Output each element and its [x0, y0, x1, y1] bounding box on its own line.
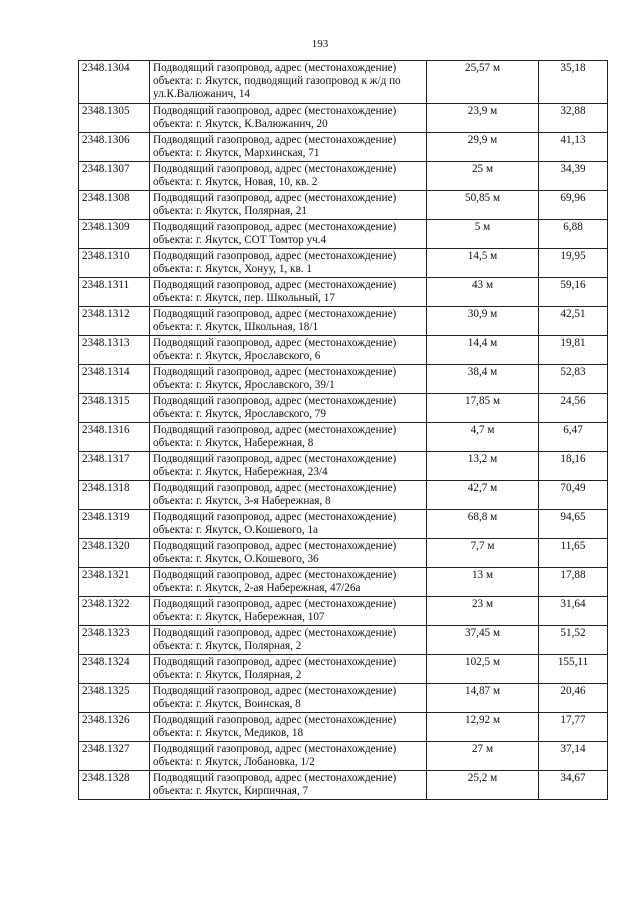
cell-length: 14,5 м [427, 249, 539, 278]
cell-name: Подводящий газопровод, адрес (местонахождение) объекта: г. Якутск, СОТ Томтор уч.4 [150, 220, 427, 249]
cell-name: Подводящий газопровод, адрес (местонахождение) объекта: г. Якутск, 2-ая Набережная, 47/26а [150, 568, 427, 597]
cell-id: 2348.1308 [79, 191, 150, 220]
cell-length: 38,4 м [427, 365, 539, 394]
cell-value: 94,65 [539, 510, 608, 539]
cell-length: 50,85 м [427, 191, 539, 220]
cell-length: 42,7 м [427, 481, 539, 510]
table-row [79, 568, 608, 597]
cell-value: 17,77 [539, 713, 608, 742]
cell-name: Подводящий газопровод, адрес (местонахождение) объекта: г. Якутск, Полярная, 21 [150, 191, 427, 220]
cell-value: 37,14 [539, 742, 608, 771]
cell-length: 23 м [427, 597, 539, 626]
cell-value: 34,39 [539, 162, 608, 191]
cell-id: 2348.1319 [79, 510, 150, 539]
cell-id: 2348.1325 [79, 684, 150, 713]
cell-name: Подводящий газопровод, адрес (местонахождение) объекта: г. Якутск, О.Кошевого, 1а [150, 510, 427, 539]
cell-length: 5 м [427, 220, 539, 249]
cell-id: 2348.1323 [79, 626, 150, 655]
cell-name: Подводящий газопровод, адрес (местонахождение) объекта: г. Якутск, О.Кошевого, 36 [150, 539, 427, 568]
table-row [79, 481, 608, 510]
cell-id: 2348.1317 [79, 452, 150, 481]
cell-id: 2348.1313 [79, 336, 150, 365]
cell-length: 14,4 м [427, 336, 539, 365]
table-row [79, 597, 608, 626]
cell-value: 59,16 [539, 278, 608, 307]
cell-value: 32,88 [539, 104, 608, 133]
cell-length: 37,45 м [427, 626, 539, 655]
table-row [79, 220, 608, 249]
cell-length: 68,8 м [427, 510, 539, 539]
table-row [79, 771, 608, 800]
cell-value: 6,47 [539, 423, 608, 452]
cell-length: 4,7 м [427, 423, 539, 452]
cell-name: Подводящий газопровод, адрес (местонахождение) объекта: г. Якутск, 3-я Набережная, 8 [150, 481, 427, 510]
cell-name: Подводящий газопровод, адрес (местонахождение) объекта: г. Якутск, Полярная, 2 [150, 655, 427, 684]
cell-id: 2348.1320 [79, 539, 150, 568]
cell-length: 14,87 м [427, 684, 539, 713]
table-row [79, 365, 608, 394]
table-row [79, 539, 608, 568]
cell-length: 25 м [427, 162, 539, 191]
cell-name: Подводящий газопровод, адрес (местонахождение) объекта: г. Якутск, Хонуу, 1, кв. 1 [150, 249, 427, 278]
cell-name: Подводящий газопровод, адрес (местонахождение) объекта: г. Якутск, Ярославского, 6 [150, 336, 427, 365]
cell-value: 20,46 [539, 684, 608, 713]
cell-id: 2348.1310 [79, 249, 150, 278]
cell-name: Подводящий газопровод, адрес (местонахождение) объекта: г. Якутск, Мархинская, 71 [150, 133, 427, 162]
cell-length: 102,5 м [427, 655, 539, 684]
table-row [79, 394, 608, 423]
cell-value: 6,88 [539, 220, 608, 249]
cell-value: 42,51 [539, 307, 608, 336]
cell-length: 17,85 м [427, 394, 539, 423]
cell-name: Подводящий газопровод, адрес (местонахождение) объекта: г. Якутск, Медиков, 18 [150, 713, 427, 742]
cell-length: 30,9 м [427, 307, 539, 336]
cell-id: 2348.1321 [79, 568, 150, 597]
cell-name: Подводящий газопровод, адрес (местонахождение) объекта: г. Якутск, Ярославского, 79 [150, 394, 427, 423]
table-row [79, 684, 608, 713]
cell-id: 2348.1305 [79, 104, 150, 133]
cell-name: Подводящий газопровод, адрес (местонахождение) объекта: г. Якутск, Набережная, 107 [150, 597, 427, 626]
cell-id: 2348.1311 [79, 278, 150, 307]
registry-table [78, 60, 608, 800]
cell-length: 43 м [427, 278, 539, 307]
table-row [79, 510, 608, 539]
cell-id: 2348.1322 [79, 597, 150, 626]
cell-value: 31,64 [539, 597, 608, 626]
cell-name: Подводящий газопровод, адрес (местонахождение) объекта: г. Якутск, Набережная, 23/4 [150, 452, 427, 481]
cell-length: 13 м [427, 568, 539, 597]
table-row [79, 452, 608, 481]
table-row [79, 655, 608, 684]
cell-name: Подводящий газопровод, адрес (местонахождение) объекта: г. Якутск, Полярная, 2 [150, 626, 427, 655]
table-row [79, 742, 608, 771]
cell-id: 2348.1304 [79, 61, 150, 104]
page-number: 193 [311, 38, 329, 50]
cell-length: 27 м [427, 742, 539, 771]
table-row [79, 61, 608, 104]
cell-value: 17,88 [539, 568, 608, 597]
cell-id: 2348.1324 [79, 655, 150, 684]
cell-length: 25,2 м [427, 771, 539, 800]
cell-value: 69,96 [539, 191, 608, 220]
cell-id: 2348.1307 [79, 162, 150, 191]
cell-id: 2348.1314 [79, 365, 150, 394]
cell-name: Подводящий газопровод, адрес (местонахождение) объекта: г. Якутск, Воинская, 8 [150, 684, 427, 713]
cell-value: 70,49 [539, 481, 608, 510]
cell-id: 2348.1327 [79, 742, 150, 771]
cell-length: 25,57 м [427, 61, 539, 104]
cell-value: 41,13 [539, 133, 608, 162]
cell-id: 2348.1326 [79, 713, 150, 742]
cell-value: 51,52 [539, 626, 608, 655]
cell-id: 2348.1315 [79, 394, 150, 423]
table-row [79, 423, 608, 452]
table-row [79, 713, 608, 742]
cell-name: Подводящий газопровод, адрес (местонахождение) объекта: г. Якутск, Лобановка, 1/2 [150, 742, 427, 771]
cell-length: 23,9 м [427, 104, 539, 133]
cell-value: 34,67 [539, 771, 608, 800]
cell-value: 155,11 [539, 655, 608, 684]
cell-id: 2348.1306 [79, 133, 150, 162]
table-row [79, 191, 608, 220]
cell-name: Подводящий газопровод, адрес (местонахождение) объекта: г. Якутск, подводящий газопровод к ж/д по ул.К.Валюжанич, 14 [150, 61, 427, 104]
cell-value: 35,18 [539, 61, 608, 104]
cell-length: 29,9 м [427, 133, 539, 162]
cell-name: Подводящий газопровод, адрес (местонахождение) объекта: г. Якутск, Ярославского, 39/1 [150, 365, 427, 394]
cell-length: 12,92 м [427, 713, 539, 742]
cell-value: 24,56 [539, 394, 608, 423]
table-row [79, 626, 608, 655]
table-row [79, 133, 608, 162]
table-row [79, 336, 608, 365]
cell-value: 18,16 [539, 452, 608, 481]
table-row [79, 278, 608, 307]
cell-value: 19,81 [539, 336, 608, 365]
cell-name: Подводящий газопровод, адрес (местонахождение) объекта: г. Якутск, Школьная, 18/1 [150, 307, 427, 336]
table-row [79, 307, 608, 336]
cell-id: 2348.1309 [79, 220, 150, 249]
table-row [79, 104, 608, 133]
table-row [79, 249, 608, 278]
cell-name: Подводящий газопровод, адрес (местонахождение) объекта: г. Якутск, Кирпичная, 7 [150, 771, 427, 800]
cell-name: Подводящий газопровод, адрес (местонахождение) объекта: г. Якутск, пер. Школьный, 17 [150, 278, 427, 307]
cell-value: 52,83 [539, 365, 608, 394]
cell-id: 2348.1318 [79, 481, 150, 510]
cell-id: 2348.1328 [79, 771, 150, 800]
cell-name: Подводящий газопровод, адрес (местонахождение) объекта: г. Якутск, Набережная, 8 [150, 423, 427, 452]
cell-id: 2348.1316 [79, 423, 150, 452]
cell-length: 7,7 м [427, 539, 539, 568]
cell-value: 19,95 [539, 249, 608, 278]
cell-name: Подводящий газопровод, адрес (местонахождение) объекта: г. Якутск, Новая, 10, кв. 2 [150, 162, 427, 191]
registry-table-body [79, 61, 608, 800]
cell-name: Подводящий газопровод, адрес (местонахождение) объекта: г. Якутск, К.Валюжанич, 20 [150, 104, 427, 133]
cell-value: 11,65 [539, 539, 608, 568]
table-row [79, 162, 608, 191]
cell-id: 2348.1312 [79, 307, 150, 336]
cell-length: 13,2 м [427, 452, 539, 481]
